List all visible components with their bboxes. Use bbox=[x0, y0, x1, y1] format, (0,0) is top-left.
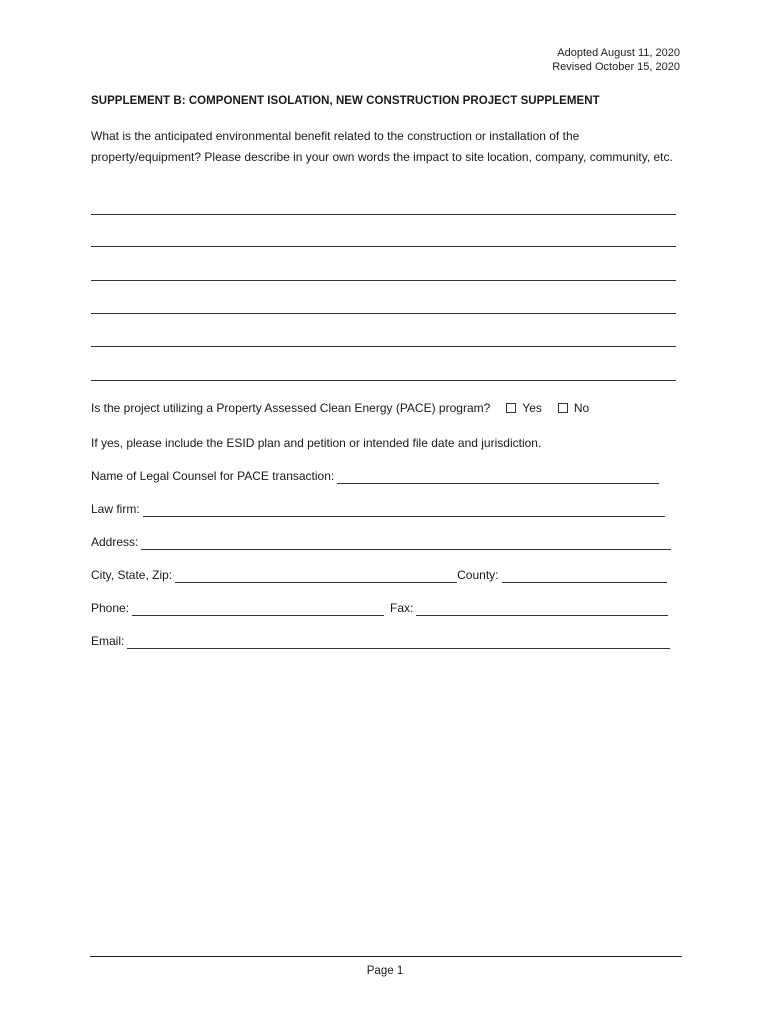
revised-date: Revised October 15, 2020 bbox=[552, 61, 680, 73]
legal-counsel-label: Name of Legal Counsel for PACE transaction: bbox=[91, 469, 335, 483]
answer-line-6[interactable] bbox=[91, 380, 676, 381]
yes-checkbox[interactable] bbox=[506, 403, 516, 413]
pace-no-option[interactable] bbox=[558, 400, 589, 416]
pace-row bbox=[91, 400, 589, 416]
answer-line-4[interactable] bbox=[91, 313, 676, 314]
footer-divider bbox=[90, 956, 682, 957]
city-county-row bbox=[91, 567, 667, 583]
page-title: SUPPLEMENT B: COMPONENT ISOLATION, NEW CONSTRUCTION PROJECT SUPPLEMENT bbox=[91, 95, 600, 107]
answer-line-2[interactable] bbox=[91, 246, 676, 247]
law-firm-row bbox=[91, 501, 665, 517]
county-label: County: bbox=[457, 568, 499, 582]
phone-label: Phone: bbox=[91, 601, 130, 615]
address-row bbox=[91, 534, 671, 550]
benefit-question: What is the anticipated environmental benefit related to the construction or installation of the property/equipment? Please describe in your own words the impact to site location, company, community, etc. bbox=[91, 129, 673, 164]
yes-label: Yes bbox=[522, 401, 542, 415]
answer-line-1[interactable] bbox=[91, 214, 676, 215]
pace-question: Is the project utilizing a Property Assessed Clean Energy (PACE) program? bbox=[91, 401, 491, 415]
address-label: Address: bbox=[91, 535, 139, 549]
answer-line-3[interactable] bbox=[91, 280, 676, 281]
phone-fax-row bbox=[91, 600, 668, 616]
law-firm-label: Law firm: bbox=[91, 502, 140, 516]
fax-field[interactable] bbox=[416, 603, 668, 616]
city-state-zip-label: City, State, Zip: bbox=[91, 568, 173, 582]
adopted-date: Adopted August 11, 2020 bbox=[557, 47, 680, 59]
city-state-zip-field[interactable] bbox=[175, 570, 457, 583]
email-row bbox=[91, 633, 670, 649]
email-field[interactable] bbox=[127, 636, 670, 649]
esid-note bbox=[91, 435, 541, 451]
esid-note-text: If yes, please include the ESID plan and petition or intended file date and jurisdiction. bbox=[91, 436, 542, 450]
fax-label: Fax: bbox=[390, 601, 414, 615]
legal-counsel-field[interactable] bbox=[337, 471, 659, 484]
email-label: Email: bbox=[91, 634, 125, 648]
answer-line-5[interactable] bbox=[91, 346, 676, 347]
no-label: No bbox=[573, 401, 590, 415]
phone-field[interactable] bbox=[132, 603, 384, 616]
county-field[interactable] bbox=[502, 570, 667, 583]
address-field[interactable] bbox=[141, 537, 671, 550]
no-checkbox[interactable] bbox=[558, 403, 568, 413]
law-firm-field[interactable] bbox=[143, 504, 665, 517]
page-number: Page 1 bbox=[366, 965, 404, 977]
legal-counsel-row bbox=[91, 468, 659, 484]
pace-yes-option[interactable] bbox=[506, 400, 542, 416]
